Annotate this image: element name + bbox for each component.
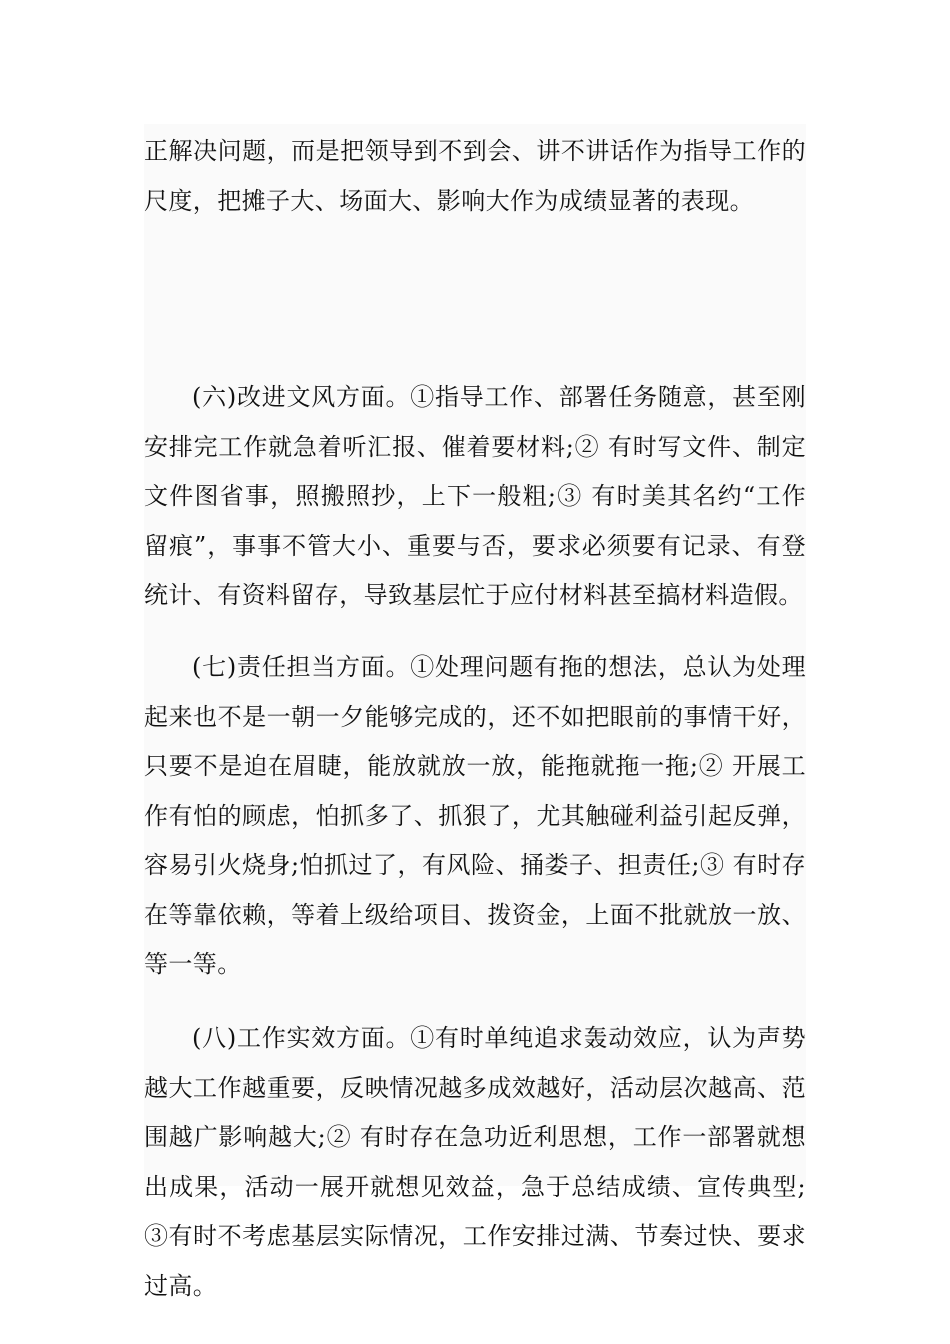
paragraph-continued: 正解决问题，而是把领导到不到会、讲不讲话作为指导工作的尺度，把摊子大、场面大、影响大作为成绩显著的表现。	[144, 137, 806, 215]
document-body	[144, 124, 806, 1300]
paragraph-work-effectiveness: (八)工作实效方面。①有时单纯追求轰动效应，认为声势越大工作越重要，反映情况越多成效越好，活动层次越高、范围越广影响越大;② 有时存在急功近利思想，工作一部署就想出成果，活动一展开就想见效益，急于总结成绩、宣传典型;③有时不考虑基层实际情况，工作安排过满、节奏过快、要求过高。	[144, 1024, 806, 1300]
paragraph-writing-style: (六)改进文风方面。①指导工作、部署任务随意，甚至刚安排完工作就急着听汇报、催着要材料;② 有时写文件、制定文件图省事，照搬照抄，上下一般粗;③ 有时美其名约“工作留痕”，事事不管大小、重要与否，要求必须要有记录、有登统计、有资料留存，导致基层忙于应付材料甚至搞材料造假。	[144, 383, 806, 609]
paragraph-responsibility: (七)责任担当方面。①处理问题有拖的想法，总认为处理起来也不是一朝一夕能够完成的，还不如把眼前的事情干好，只要不是迫在眉睫，能放就放一放，能拖就拖一拖;② 开展工作有怕的顾虑，怕抓多了、抓狠了，尤其触碰利益引起反弹，容易引火烧身;怕抓过了，有风险、捅娄子、担责任;③ 有时存在等靠依赖，等着上级给项目、拨资金，上面不批就放一放、等一等。	[144, 653, 806, 978]
